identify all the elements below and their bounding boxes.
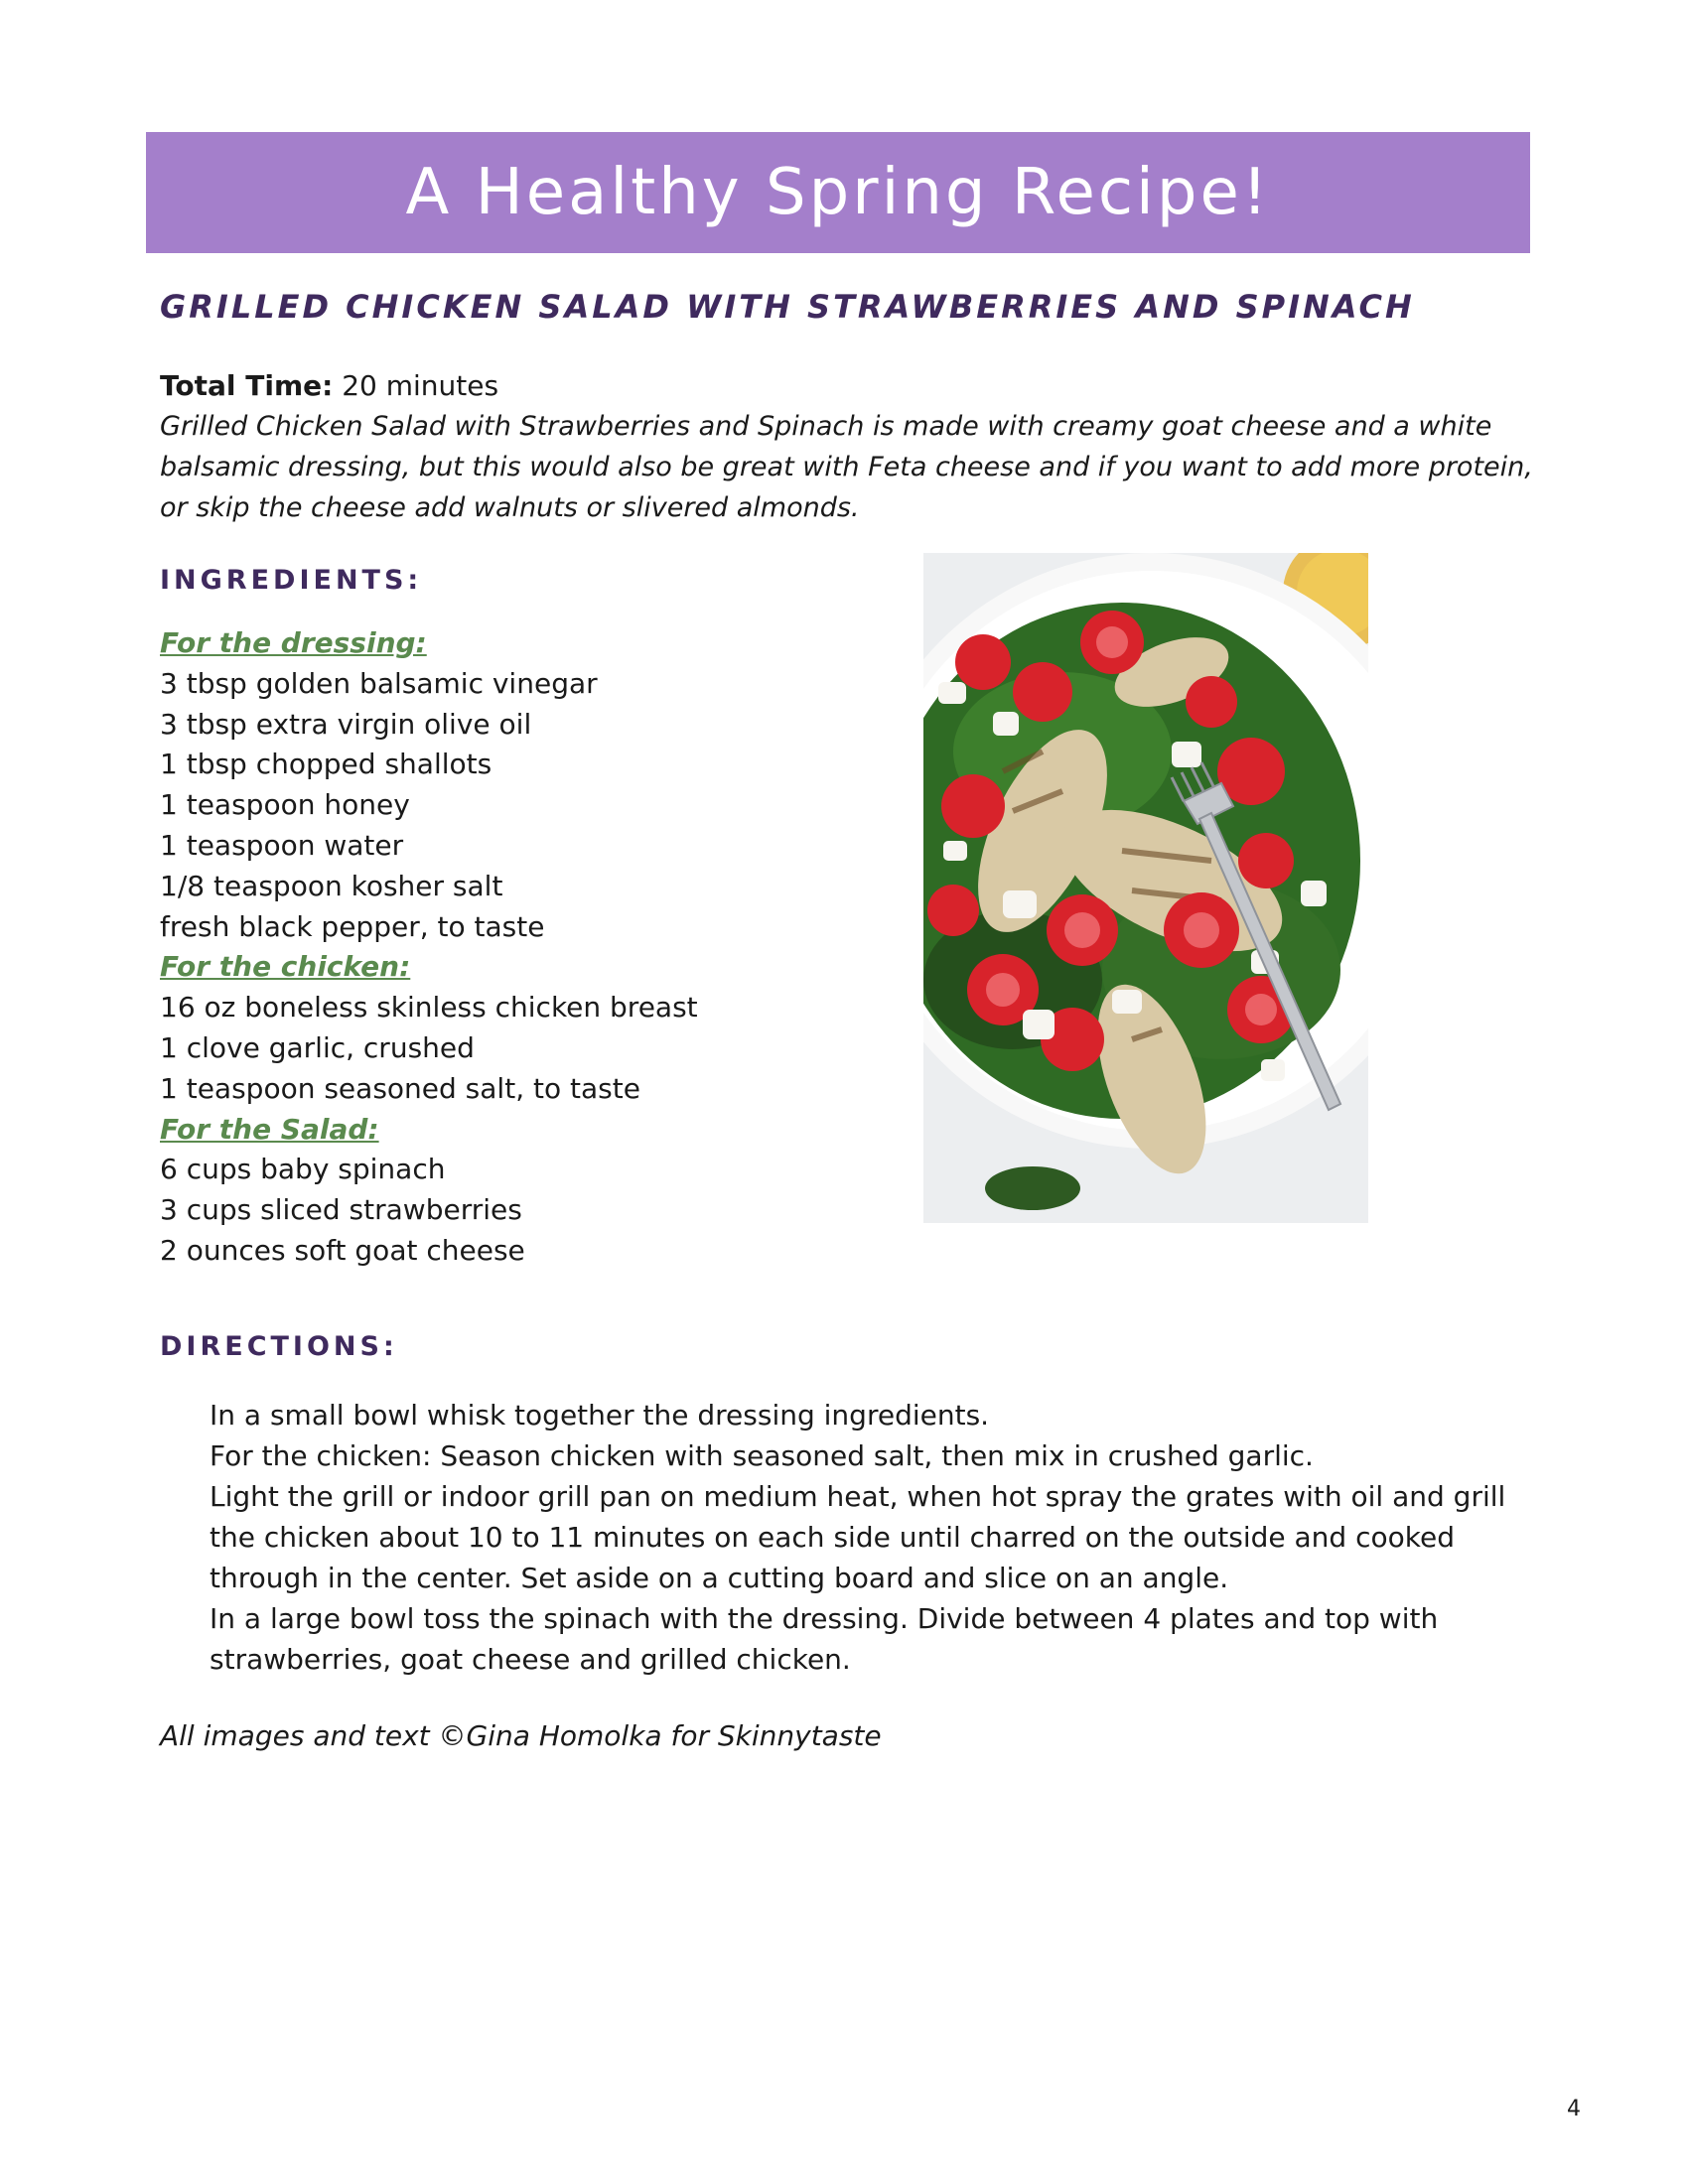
list-item: 1 teaspoon water xyxy=(160,828,404,862)
direction-step: In a large bowl toss the spinach with the dressing. Divide between 4 plates and top with strawberries, goat cheese and grilled chicken. xyxy=(210,1602,1439,1676)
ingredients-heading: INGREDIENTS: xyxy=(160,565,423,596)
chicken-label: For the chicken: xyxy=(160,950,411,984)
recipe-title: GRILLED CHICKEN SALAD WITH STRAWBERRIES AND SPINACH xyxy=(160,288,1415,326)
salad-label: For the Salad: xyxy=(160,1112,379,1146)
list-item: 3 cups sliced strawberries xyxy=(160,1193,522,1227)
credit-line: All images and text ©Gina Homolka for Skinnytaste xyxy=(160,1719,882,1752)
list-item: 1 teaspoon seasoned salt, to taste xyxy=(160,1071,640,1105)
total-time-value: 20 minutes xyxy=(342,369,499,402)
ingredients-list xyxy=(160,623,914,1272)
list-item: 6 cups baby spinach xyxy=(160,1153,446,1186)
directions-heading: DIRECTIONS: xyxy=(160,1331,398,1362)
title-banner xyxy=(146,132,1530,253)
list-item: 1 clove garlic, crushed xyxy=(160,1030,475,1064)
list-item: 3 tbsp extra virgin olive oil xyxy=(160,707,532,741)
list-item: 16 oz boneless skinless chicken breast xyxy=(160,991,698,1024)
dressing-label: For the dressing: xyxy=(160,626,427,659)
list-item: 1 teaspoon honey xyxy=(160,788,410,822)
direction-step: For the chicken: Season chicken with seasoned salt, then mix in crushed garlic. xyxy=(210,1439,1314,1472)
list-item: 1 tbsp chopped shallots xyxy=(160,748,492,781)
page-number: 4 xyxy=(1567,2097,1581,2121)
direction-step: In a small bowl whisk together the dressing ingredients. xyxy=(210,1399,990,1432)
list-item: 3 tbsp golden balsamic vinegar xyxy=(160,666,598,700)
recipe-meta xyxy=(160,365,1540,528)
total-time xyxy=(160,365,1540,406)
page-title: A Healthy Spring Recipe! xyxy=(405,156,1271,229)
directions-list xyxy=(210,1395,1540,1680)
total-time-label: Total Time: xyxy=(160,369,334,402)
direction-step: Light the grill or indoor grill pan on medium heat, when hot spray the grates with oil and grill the chicken about 10 to 11 minutes on each side until charred on the outside and cooked through in the center. Set aside on a cutting board and slice on an angle. xyxy=(210,1480,1506,1594)
list-item: 1/8 teaspoon kosher salt xyxy=(160,869,503,902)
recipe-description: Grilled Chicken Salad with Strawberries and Spinach is made with creamy goat cheese and a white balsamic dressing, but this would also be great with Feta cheese and if you want to add more protein, or skip the cheese add walnuts or slivered almonds. xyxy=(160,411,1533,523)
list-item: fresh black pepper, to taste xyxy=(160,909,545,943)
list-item: 2 ounces soft goat cheese xyxy=(160,1233,525,1267)
salad-photo xyxy=(923,553,1368,1223)
